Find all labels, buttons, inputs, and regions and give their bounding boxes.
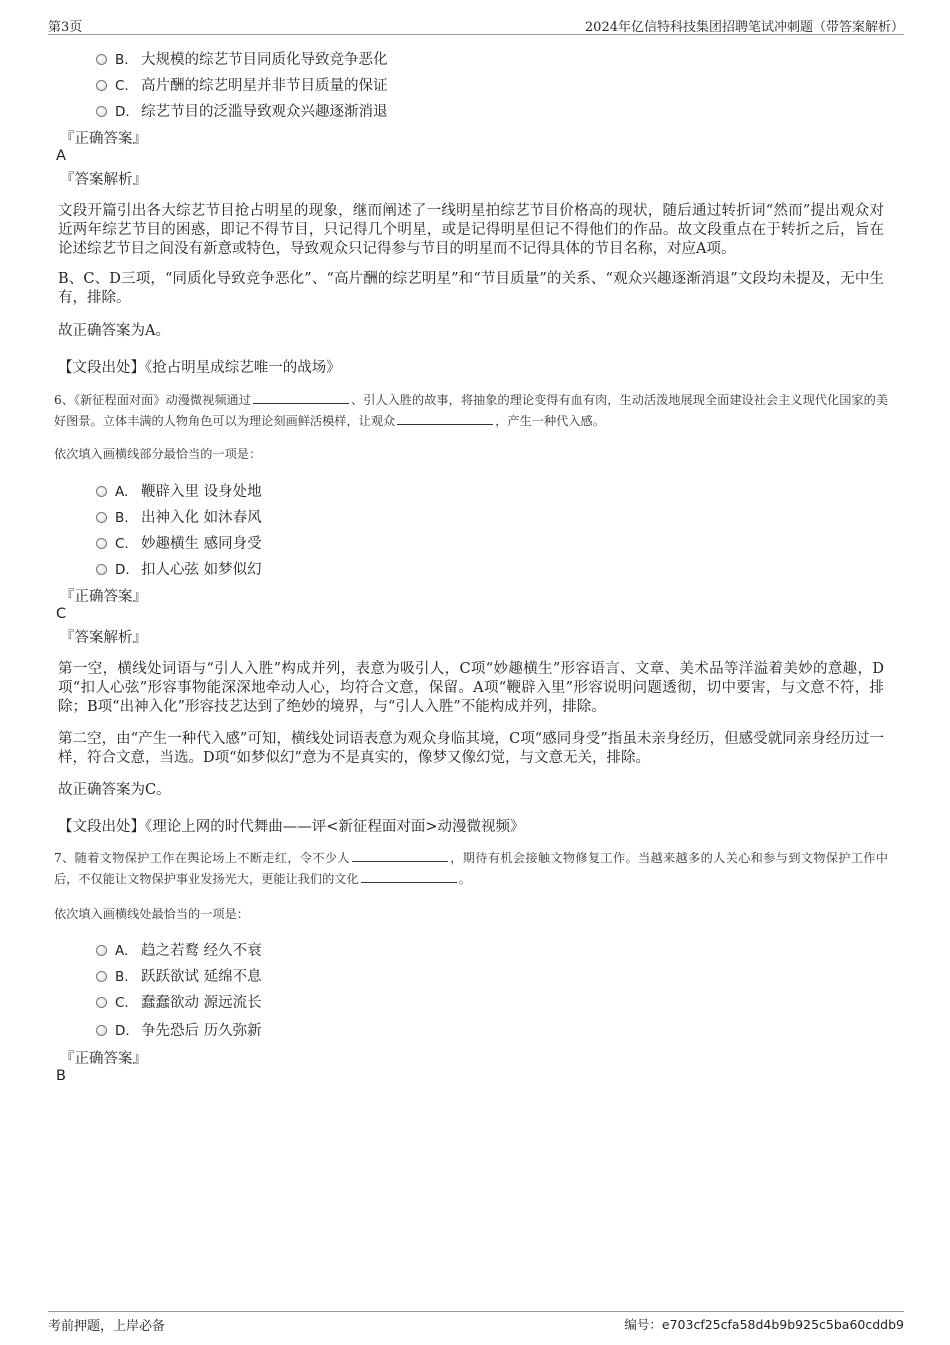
q6-option-a[interactable]: A. 鞭辟入里 设身处地	[96, 480, 262, 500]
page-number: 第3页	[48, 20, 83, 35]
q6-analysis-conclusion: 故正确答案为C。	[58, 782, 171, 798]
radio-icon[interactable]	[96, 945, 107, 956]
q7-prompt: 依次填入画横线处最恰当的一项是：	[54, 907, 249, 921]
page-header	[48, 14, 904, 35]
footer-serial: 编号：e703cf25cfa58d4b9b925c5ba60cddb9	[624, 1317, 904, 1332]
q7-option-c[interactable]: C. 蠢蠢欲动 源远流长	[96, 991, 262, 1011]
q6-option-d[interactable]: D. 扣人心弦 如梦似幻	[96, 558, 262, 578]
q7-option-a[interactable]: A. 趋之若鹜 经久不衰	[96, 939, 262, 959]
radio-icon[interactable]	[96, 512, 107, 523]
q6-stem: 6、《新征程面对面》动漫微视频通过 、引人入胜的故事，将抽象的理论变得有血有肉，生动活泼地展现全面建设社会主义现代化国家的美好图景。立体丰满的人物角色可以为理论刻画鲜活模样，让观众 ，产生一种代入感。	[54, 393, 889, 428]
q6-analysis-paragraph: 第一空，横线处词语与“引人入胜”构成并列，表意为吸引人，C项“妙趣横生”形容语言、文章、美术品等洋溢着美妙的意趣，D项“扣人心弦”形容事物能深深地牵动人心，均符合文意，保留。A项“鞭辟入里”形容说明问题透彻，切中要害，与文意不符，排除；B项“出神入化”形容技艺达到了绝妙的境界，与“引人入胜”不能构成并列，排除。	[58, 661, 884, 715]
q5-answer: A	[56, 148, 66, 164]
q5-option-d[interactable]: D. 综艺节目的泛滥导致观众兴趣逐渐消退	[96, 100, 388, 120]
footer-slogan: 考前押题，上岸必备	[48, 1319, 166, 1334]
fill-blank	[352, 850, 448, 862]
q5-analysis-paragraph: 文段开篇引出各大综艺节目抢占明星的现象，继而阐述了一线明星拍综艺节目价格高的现状，随后通过转折词“然而”提出观众对近两年综艺节目的困惑，即记不得节目，只记得几个明星，或是记得明星但记不得他们的作品。故文段重点在于转折之后，旨在论述综艺节目之间没有新意或特色，导致观众只记得参与节目的明星而不记得具体的节目名称，对应A项。	[58, 203, 884, 257]
fill-blank	[253, 392, 349, 404]
fill-blank	[361, 871, 457, 883]
radio-icon[interactable]	[96, 54, 107, 65]
q5-answer-label: 『正确答案』	[60, 131, 147, 147]
q6-option-b[interactable]: B. 出神入化 如沐春风	[96, 506, 262, 526]
radio-icon[interactable]	[96, 486, 107, 497]
q5-option-c[interactable]: C. 高片酬的综艺明星并非节目质量的保证	[96, 74, 388, 94]
radio-icon[interactable]	[96, 971, 107, 982]
q7-option-d[interactable]: D. 争先恐后 历久弥新	[96, 1019, 262, 1039]
q5-analysis-paragraph: B、C、D三项，“同质化导致竞争恶化”、“高片酬的综艺明星”和“节目质量”的关系、“观众兴趣逐渐消退”文段均未提及，无中生有，排除。	[58, 271, 884, 306]
q6-source: 【文段出处】《理论上网的时代舞曲——评<新征程面对面>动漫微视频》	[58, 819, 525, 835]
q7-stem: 7、随着文物保护工作在舆论场上不断走红，令不少人 ，期待有机会接触文物修复工作。当越来越多的人关心和参与到文物保护工作中后，不仅能让文物保护事业发扬光大，更能让我们的文化 。	[54, 851, 888, 886]
q6-analysis-label: 『答案解析』	[60, 630, 147, 646]
q6-answer-label: 『正确答案』	[60, 589, 147, 605]
radio-icon[interactable]	[96, 564, 107, 575]
q5-analysis-label: 『答案解析』	[60, 172, 147, 188]
q5-option-b[interactable]: B. 大规模的综艺节目同质化导致竞争恶化	[96, 48, 388, 68]
q7-option-b[interactable]: B. 跃跃欲试 延绵不息	[96, 965, 262, 985]
fill-blank	[397, 413, 493, 425]
q7-answer-label: 『正确答案』	[60, 1051, 147, 1067]
q5-source: 【文段出处】《抢占明星成综艺唯一的战场》	[58, 360, 341, 376]
q6-analysis-paragraph: 第二空，由“产生一种代入感”可知，横线处词语表意为观众身临其境，C项“感同身受”指虽未亲身经历，但感受就同亲身经历过一样，符合文意，当选。D项“如梦似幻”意为不是真实的，像梦又像幻觉，与文意无关，排除。	[58, 731, 884, 766]
document-title: 2024年亿信特科技集团招聘笔试冲刺题（带答案解析）	[584, 20, 904, 35]
q6-prompt: 依次填入画横线部分最恰当的一项是：	[54, 447, 262, 461]
q5-analysis-conclusion: 故正确答案为A。	[58, 323, 170, 339]
q7-answer: B	[56, 1068, 66, 1084]
page-footer	[48, 1311, 904, 1336]
radio-icon[interactable]	[96, 1025, 107, 1036]
q6-answer: C	[56, 606, 67, 622]
radio-icon[interactable]	[96, 106, 107, 117]
q6-option-c[interactable]: C. 妙趣横生 感同身受	[96, 532, 262, 552]
radio-icon[interactable]	[96, 997, 107, 1008]
radio-icon[interactable]	[96, 80, 107, 91]
radio-icon[interactable]	[96, 538, 107, 549]
